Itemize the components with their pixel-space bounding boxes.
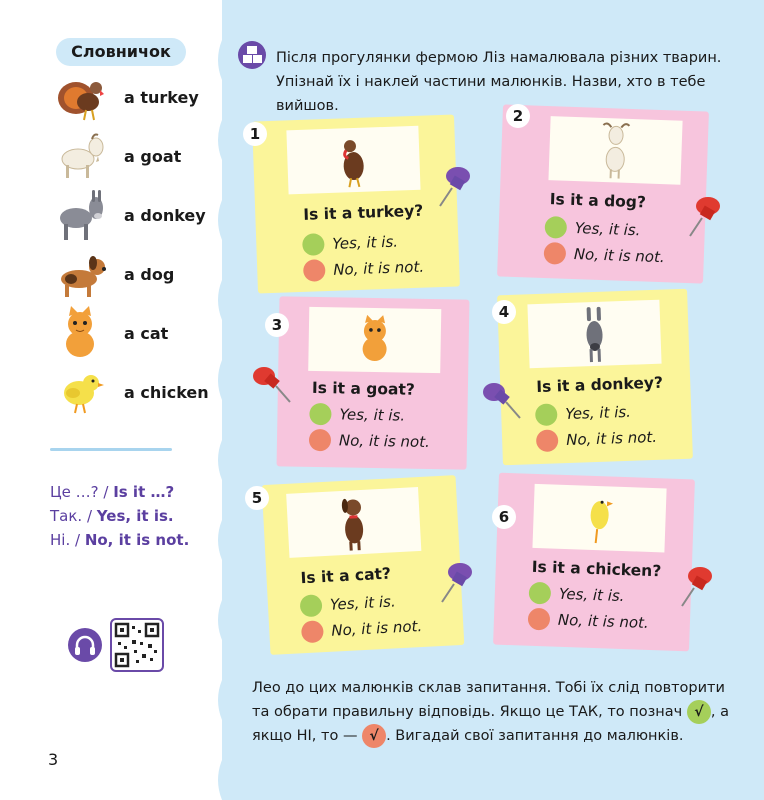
answer-no-option[interactable]: No, it is not. (536, 426, 658, 452)
answer-yes-option[interactable]: Yes, it is. (302, 231, 398, 256)
turkey-icon (50, 70, 112, 124)
card-number-2: 2 (506, 104, 530, 128)
card-number-4: 4 (492, 300, 516, 324)
card-number-3: 3 (265, 313, 289, 337)
red-pushpin-icon (684, 192, 724, 240)
answer-yes-option[interactable]: Yes, it is. (544, 216, 640, 241)
answer-yes-option[interactable]: Yes, it is. (300, 590, 397, 617)
red-check-icon: √ (362, 724, 386, 748)
dog-photo-placeholder (286, 487, 421, 558)
cat-photo-placeholder (308, 307, 441, 373)
vocab-word: a chicken (124, 382, 209, 402)
donkey-photo-placeholder (527, 300, 661, 369)
sidebar-divider (50, 448, 172, 451)
footer-instruction: Лео до цих малюнків склав запитання. Тобі їх слід повторити та обрати правильну відповідь. Якщо це ТАК, то познач √ , а якщо НІ, то — √ . Вигадай свої запитання до малюнків. (252, 676, 732, 748)
card-number-5: 5 (245, 486, 269, 510)
exercise-instruction: Після прогулянки фермою Ліз намалювала різних тварин. Упізнай їх і наклей частини малюнків. Назви, хто в тебе вийшов. (276, 50, 722, 114)
card-question: Is it a chicken? (531, 557, 662, 581)
answer-yes-option[interactable]: Yes, it is. (309, 403, 405, 427)
vocab-item-cat (50, 306, 220, 360)
phrase-line: Це …? / Is it …? (50, 483, 175, 501)
answer-yes-option[interactable]: Yes, it is. (529, 582, 625, 607)
vocab-item-donkey (50, 188, 220, 242)
page-number: 3 (48, 750, 59, 769)
question-card-3 (277, 296, 470, 469)
card-question: Is it a goat? (311, 378, 416, 399)
red-pushpin-icon (676, 562, 716, 610)
purple-pushpin-icon (434, 162, 474, 210)
purple-pushpin-icon (436, 558, 476, 606)
question-card-5 (262, 475, 465, 655)
card-question: Is it a cat? (300, 564, 392, 588)
question-card-4 (497, 289, 693, 466)
chicken-icon (50, 365, 112, 419)
cat-icon (50, 306, 112, 360)
answer-no-option[interactable]: No, it is not. (303, 256, 425, 282)
dog-icon (50, 247, 112, 301)
card-question: Is it a turkey? (303, 201, 424, 224)
chicken-photo-placeholder (532, 484, 666, 553)
abc-blocks-icon (238, 41, 266, 69)
vocab-word: a goat (124, 146, 182, 166)
goat-photo-placeholder (548, 116, 682, 185)
goat-icon (50, 129, 112, 183)
answer-no-option[interactable]: No, it is not. (528, 608, 650, 634)
card-number-6: 6 (492, 505, 516, 529)
red-pushpin-icon (250, 362, 294, 406)
donkey-icon (50, 188, 112, 242)
answer-no-option[interactable]: No, it is not. (309, 429, 430, 453)
card-question: Is it a donkey? (536, 373, 664, 397)
question-card-2 (497, 104, 709, 283)
phrases-list (50, 480, 189, 552)
qr-code-icon[interactable] (110, 618, 164, 672)
card-question: Is it a dog? (549, 190, 647, 212)
turkey-photo-placeholder (286, 126, 420, 195)
phrase-line: Ні. / No, it is not. (50, 531, 190, 549)
vocab-word: a turkey (124, 87, 199, 107)
question-card-6 (493, 473, 695, 652)
vocab-word: a donkey (124, 205, 206, 225)
vocabulary-title: Словничок (56, 38, 186, 66)
question-card-1 (252, 115, 460, 294)
vocab-word: a cat (124, 323, 169, 343)
headphones-icon[interactable] (68, 628, 102, 662)
vocab-item-dog (50, 247, 220, 301)
vocab-word: a dog (124, 264, 175, 284)
answer-no-option[interactable]: No, it is not. (301, 615, 423, 643)
vocab-item-turkey (50, 70, 220, 124)
phrase-line: Так. / Yes, it is. (50, 507, 174, 525)
answer-no-option[interactable]: No, it is not. (544, 242, 666, 268)
vocab-item-goat (50, 129, 220, 183)
purple-pushpin-icon (480, 378, 524, 422)
answer-yes-option[interactable]: Yes, it is. (535, 401, 631, 426)
card-number-1: 1 (243, 122, 267, 146)
vocab-item-chicken (50, 365, 220, 419)
green-check-icon: √ (687, 700, 711, 724)
